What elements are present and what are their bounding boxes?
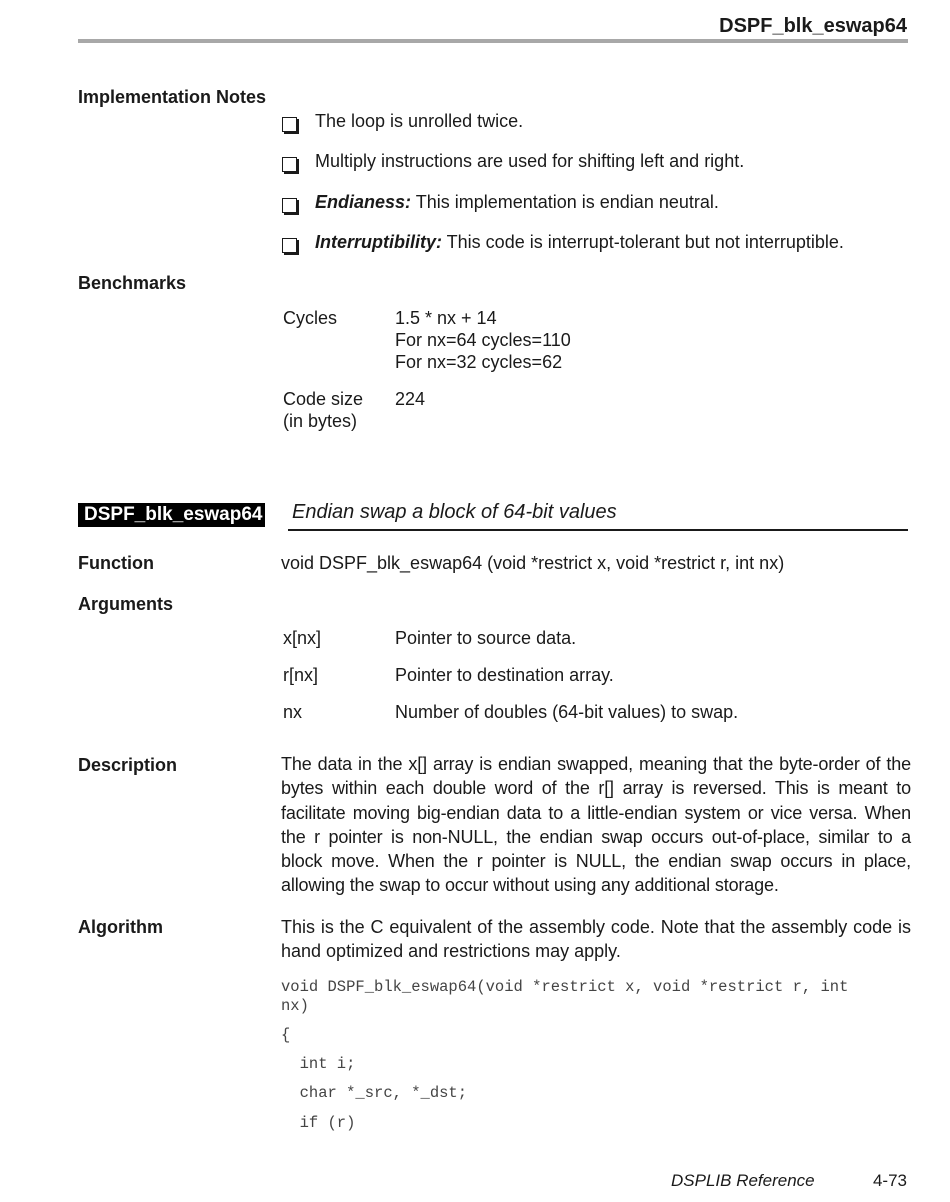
arguments-label: Arguments <box>78 594 174 614</box>
benchmarks-label: Benchmarks <box>78 273 187 293</box>
argument-name: x[nx] <box>283 628 322 648</box>
benchmark-value: 1.5 * nx + 14 For nx=64 cycles=110 For nx=32 cycles=62 <box>395 308 571 372</box>
argument-description: Number of doubles (64-bit values) to swap. <box>395 702 739 722</box>
benchmark-key: Code size (in bytes) <box>283 389 364 431</box>
running-header-title: DSPF_blk_eswap64 <box>719 15 907 37</box>
code-line: char *_src, *_dst; <box>281 1084 468 1102</box>
argument-name: r[nx] <box>283 665 319 685</box>
impl-note-item: Endianess: This implementation is endian neutral. <box>282 192 719 213</box>
code-line: if (r) <box>281 1114 356 1132</box>
function-signature: void DSPF_blk_eswap64 (void *restrict x, void *restrict r, int nx) <box>281 553 785 573</box>
impl-note-item: The loop is unrolled twice. <box>282 111 523 132</box>
argument-name: nx <box>283 702 303 722</box>
code-line: int i; <box>281 1055 356 1073</box>
function-subtitle: Endian swap a block of 64-bit values <box>292 501 617 523</box>
checkbox-bullet-icon <box>282 157 297 172</box>
code-line: { <box>281 1026 291 1044</box>
benchmark-key: Cycles <box>283 308 338 328</box>
checkbox-bullet-icon <box>282 117 297 132</box>
description-label: Description <box>78 755 178 775</box>
code-line: void DSPF_blk_eswap64(void *restrict x, void *restrict r, int <box>281 978 849 996</box>
function-label: Function <box>78 553 154 573</box>
checkbox-bullet-icon <box>282 238 297 253</box>
function-title-rule <box>288 529 908 531</box>
algorithm-label: Algorithm <box>78 917 163 937</box>
algorithm-text: This is the C equivalent of the assembly code. Note that the assembly code is hand optimized and restrictions may apply. <box>281 917 911 962</box>
description-text: The data in the x[] array is endian swapped, meaning that the byte-order of the bytes within each double word of the r[] array is reversed. This is meant to facilitate moving big-endian data to a little-endian system or vice versa. When the r pointer is non-NULL, the endian swap occurs out-of-place, similar to a block move. When the r pointer is NULL, the endian swap occurs in place, allowing the swap to occur without using any additional storage. <box>281 754 911 896</box>
footer-reference: DSPLIB Reference <box>671 1171 815 1190</box>
impl-note-item: Interruptibility: This code is interrupt-tolerant but not interruptible. <box>282 232 844 253</box>
header-rule <box>78 39 908 43</box>
impl-note-item: Multiply instructions are used for shifting left and right. <box>282 151 744 172</box>
page-number: 4-73 <box>872 1171 907 1190</box>
function-name-tag: DSPF_blk_eswap64 <box>78 503 265 527</box>
argument-description: Pointer to destination array. <box>395 665 614 685</box>
implementation-notes-label: Implementation Notes <box>78 87 267 107</box>
code-line: nx) <box>281 997 309 1015</box>
argument-description: Pointer to source data. <box>395 628 577 648</box>
benchmark-value: 224 <box>395 389 426 409</box>
checkbox-bullet-icon <box>282 198 297 213</box>
